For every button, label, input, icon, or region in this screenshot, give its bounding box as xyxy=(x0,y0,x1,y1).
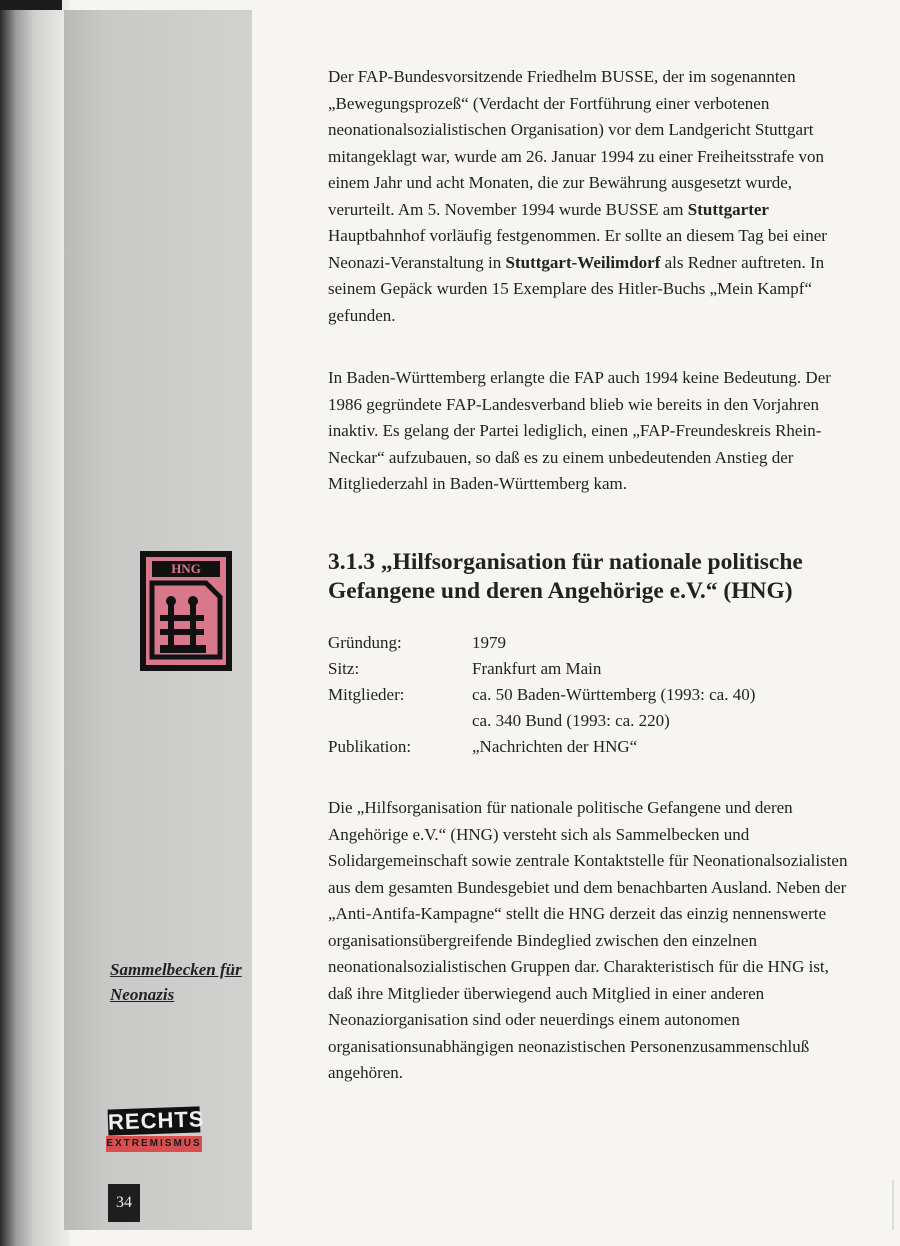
fact-value: ca. 340 Bund (1993: ca. 220) xyxy=(472,711,670,730)
fact-row-sitz xyxy=(328,656,848,682)
facts-table xyxy=(328,630,848,760)
heading-line: 3.1.3 „Hilfsorganisation für nationale politische xyxy=(328,549,803,575)
paragraph-fap-bw: In Baden-Württemberg erlangte die FAP auch 1994 keine Bedeutung. Der 1986 gegründete FAP-Landesverband blieb wie bereits in den Vorjahren inaktiv. Es gelang der Partei lediglich, einen „FAP-Freundeskreis Rhein-Neckar“ aufzubauen, so daß es zu einem unbedeutenden Anstieg der Mitgliederzahl in Baden-Württemberg kam. xyxy=(328,368,831,493)
fact-row-mitglieder xyxy=(328,682,848,708)
heading-line: Gefangene und deren Angehörige e.V.“ (HNG) xyxy=(328,578,793,604)
fact-row-mitglieder-bund xyxy=(328,708,848,734)
paragraph-hng: Die „Hilfsorganisation für nationale politische Gefangene und deren Angehörige e.V.“ (HNG) versteht sich als Sammelbecken und Solidargemeinschaft sowie zentrale Kontaktstelle für Neonationalsozialisten aus dem gesamten Bundesgebiet und dem benachbarten Ausland. Neben der „Anti-Antifa-Kampagne“ stellt die HNG derzeit das einzig nennenswerte organisationsübergreifende Bindeglied zwischen den einzelnen neonationalsozialistischen Gruppen dar. Charakteristisch für die HNG ist, daß ihre Mitglieder überwiegend auch Mitglied in einer anderen Neonaziorganisation sind oder neuerdings einem autonomen organisationsunabhängigen neonazistischen Personenzusammenschluß angehören. xyxy=(328,798,848,1082)
fact-label: Gründung: xyxy=(328,633,402,652)
gutter-edge xyxy=(0,0,62,10)
margin-note xyxy=(110,957,280,1007)
fact-label xyxy=(328,708,472,734)
rechts-logo-top: RECHTS xyxy=(107,1106,205,1135)
paragraph-busse xyxy=(328,64,848,329)
fact-value: 1979 xyxy=(472,633,506,652)
paragraph-text: Hauptbahnhof vorläufig festgenommen. Er sollte an diesem Tag bei einer Neonazi-Veranstaltung in xyxy=(328,226,827,272)
fact-label: Sitz: xyxy=(328,659,360,678)
margin-note-line: Neonazis xyxy=(110,985,175,1004)
paragraph-text: als Redner auftreten. In seinem Gepäck wurden 15 Exemplare des Hitler-Buchs „Mein Kampf“ gefunden. xyxy=(328,252,825,325)
page-edge-mark xyxy=(892,1180,894,1230)
hng-logo-label: HNG xyxy=(152,561,220,577)
fact-value: „Nachrichten der HNG“ xyxy=(472,737,638,756)
fact-row-publikation xyxy=(328,734,848,760)
rechts-logo-bottom: EXTREMISMUS xyxy=(106,1136,202,1152)
hng-emblem-icon xyxy=(146,557,226,665)
rechtsextremismus-logo xyxy=(104,1108,204,1160)
hng-logo xyxy=(140,551,232,671)
paragraph-text: Der FAP-Bundesvorsitzende Friedhelm BUSSE, der im sogenannten „Bewegungsprozeß“ (Verdacht der Fortführung einer verbotenen neonationalsozialistischen Organisation) vor dem Landgericht Stuttgart mitangeklagt war, wurde am 26. Januar 1994 zu einer Freiheitsstrafe von einem Jahr und acht Monaten, die zur Bewährung ausgesetzt wurde, verurteilt. Am 5. November 1994 wurde BUSSE am xyxy=(328,67,824,219)
fact-row-gruendung xyxy=(328,630,848,656)
fact-value: ca. 50 Baden-Württemberg (1993: ca. 40) xyxy=(472,685,756,704)
fact-label: Publikation: xyxy=(328,737,412,756)
hng-logo-background xyxy=(146,557,226,665)
fact-value: Frankfurt am Main xyxy=(472,659,602,678)
margin-note-line: Sammelbecken für xyxy=(110,960,242,979)
fact-label: Mitglieder: xyxy=(328,685,405,704)
page-number: 34 xyxy=(108,1184,140,1222)
bold-place-weilimdorf: Stuttgart-Weilimdorf xyxy=(505,252,661,272)
book-gutter-shadow xyxy=(0,0,70,1246)
bold-place-stuttgarter: Stuttgarter xyxy=(687,199,769,219)
section-heading xyxy=(328,548,848,606)
